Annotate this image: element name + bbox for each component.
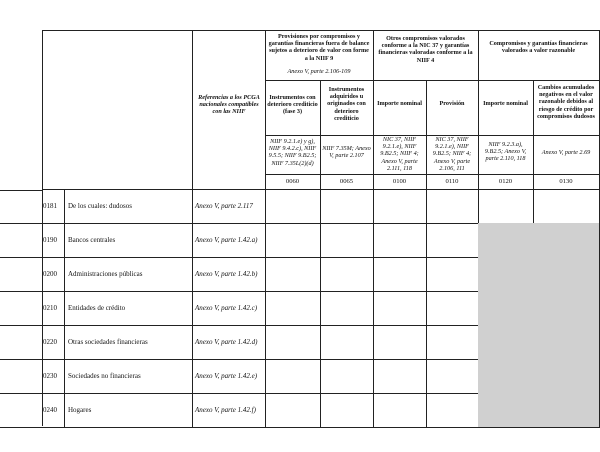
col-ref-text: Anexo V, parte 2.69	[541, 149, 591, 156]
col-code-0100	[373, 174, 427, 190]
data-cell[interactable]	[373, 189, 427, 224]
group-header-impairment	[265, 30, 374, 81]
data-cell[interactable]	[265, 257, 321, 292]
col-ref-0065	[320, 135, 374, 175]
shaded-cell	[533, 257, 600, 292]
row-ref: Anexo V, parte 1.42.f)	[195, 406, 256, 414]
col-label-0060	[265, 80, 321, 136]
row-code-cell	[0, 325, 65, 360]
row-ref: Anexo V, parte 1.42.a)	[195, 236, 258, 244]
col-label-text: Importe nominal	[377, 100, 422, 107]
data-cell[interactable]	[373, 257, 427, 292]
row-label-cell	[64, 223, 193, 258]
data-cell[interactable]	[320, 223, 374, 258]
data-cell[interactable]	[320, 359, 374, 394]
data-cell[interactable]	[533, 189, 600, 224]
row-label: Sociedades no financieras	[68, 372, 141, 380]
row-label-cell	[64, 189, 193, 224]
row-code-cell	[0, 189, 65, 224]
data-cell[interactable]	[426, 291, 479, 326]
row-code: 0210	[43, 304, 57, 312]
row-ref-cell	[192, 223, 266, 258]
col-label-0110	[426, 80, 479, 136]
data-cell[interactable]	[265, 223, 321, 258]
row-ref-cell	[192, 359, 266, 394]
col-code-text: 0130	[559, 178, 573, 185]
col-label-0100	[373, 80, 427, 136]
col-label-0130	[533, 80, 600, 136]
row-ref: Anexo V, parte 1.42.d)	[195, 338, 258, 346]
shaded-cell	[478, 223, 534, 258]
col-code-0110	[426, 174, 479, 190]
col-code-0060	[265, 174, 321, 190]
col-code-0130	[533, 174, 600, 190]
col-label-text: Instrumentos con deterioro crediticio (fase 3)	[267, 94, 318, 116]
data-cell[interactable]	[426, 393, 479, 428]
row-ref-cell	[192, 291, 266, 326]
col-ref-text: NIC 37, NIIF 9.2.1.e), NIIF 9.B2.5; NIIF 4; Anexo V, parte 2.106, 111	[432, 136, 472, 172]
group-header-fair-value	[478, 30, 600, 81]
row-code: 0220	[43, 338, 57, 346]
shaded-cell	[478, 291, 534, 326]
shaded-cell	[478, 257, 534, 292]
row-label-cell	[64, 325, 193, 360]
group3-title: Compromisos y garantías financieras valorados a valor razonable	[489, 40, 588, 55]
col-label-text: Provisión	[439, 100, 465, 107]
data-cell[interactable]	[265, 325, 321, 360]
row-code: 0200	[43, 270, 57, 278]
row-code: 0240	[43, 406, 57, 414]
data-cell[interactable]	[320, 393, 374, 428]
row-label-cell	[64, 291, 193, 326]
col-ref-text: NIIF 9.2.1.e) y g), NIIF 9.4.2.c), NIIF 9.5.5; NIIF 9.B2.5; NIIF 7.35L(2)(d)	[268, 138, 317, 167]
row-code: 0181	[43, 202, 57, 210]
refs-heading: Referencias a los PCGA nacionales compatibles con las NIIF	[198, 94, 260, 116]
data-cell[interactable]	[320, 257, 374, 292]
row-label-cell	[64, 359, 193, 394]
row-code-cell	[0, 223, 65, 258]
data-cell[interactable]	[265, 189, 321, 224]
data-cell[interactable]	[426, 257, 479, 292]
data-cell[interactable]	[426, 189, 479, 224]
col-code-text: 0120	[498, 178, 513, 185]
shaded-cell	[533, 325, 600, 360]
row-ref-cell	[192, 325, 266, 360]
col-ref-0120	[478, 135, 534, 175]
row-ref: Anexo V, parte 1.42.e)	[195, 372, 258, 380]
col-ref-0130	[533, 135, 600, 175]
col-code-0120	[478, 174, 534, 190]
shaded-cell	[478, 359, 534, 394]
col-code-text: 0065	[339, 178, 354, 185]
col-label-0065	[320, 80, 374, 136]
shaded-cell	[533, 393, 600, 428]
col-label-0120	[478, 80, 534, 136]
row-code-cell	[0, 291, 65, 326]
col-label-text: Instrumentos adquiridos u originados con deterioro crediticio	[327, 86, 366, 122]
col-ref-0110	[426, 135, 479, 175]
row-label: Hogares	[68, 406, 92, 414]
col-ref-0100	[373, 135, 427, 175]
col-ref-text: NIC 37, NIIF 9.2.1.e), NIIF 9.B2.5; NIIF 4; Anexo V, parte 2.111, 118	[380, 136, 419, 172]
row-label: Bancos centrales	[68, 236, 116, 244]
row-ref-cell	[192, 393, 266, 428]
col-code-text: 0110	[445, 178, 459, 185]
data-cell[interactable]	[426, 359, 479, 394]
data-cell[interactable]	[320, 325, 374, 360]
data-cell[interactable]	[265, 393, 321, 428]
shaded-cell	[478, 393, 534, 428]
row-label: Otras sociedades financieras	[68, 338, 148, 346]
row-code-cell	[0, 257, 65, 292]
row-code: 0190	[43, 236, 57, 244]
group1-ref: Anexo V, parte 2.106-109	[287, 68, 351, 75]
group2-title: Otros compromisos valorados conforme a la NIC 37 y garantías financieras valoradas conforme a la NIIF 4	[378, 35, 473, 64]
row-label: Entidades de crédito	[68, 304, 126, 312]
data-cell[interactable]	[265, 291, 321, 326]
row-ref-cell	[192, 257, 266, 292]
data-cell[interactable]	[373, 325, 427, 360]
header-corner	[42, 30, 193, 190]
row-code-cell	[0, 359, 65, 394]
shaded-cell	[533, 291, 600, 326]
row-label: De los cuales: dudosos	[68, 202, 132, 210]
data-cell[interactable]	[478, 189, 534, 224]
shaded-cell	[533, 359, 600, 394]
data-cell[interactable]	[320, 189, 374, 224]
group-header-nic37	[373, 30, 479, 81]
shaded-cell	[533, 223, 600, 258]
data-cell[interactable]	[373, 393, 427, 428]
col-code-text: 0100	[392, 178, 407, 185]
col-ref-text: NIIF 7.35M; Anexo V, parte 2.107	[322, 145, 371, 160]
group1-title: Provisiones por compromisos y garantías financieras fuera de balance sujetos a deterioro de valor con forme a la NIIF 9	[268, 33, 370, 62]
col-label-text: Cambios acumulados negativos en el valor razonable debidos al riesgo de crédito por compromisos dudosos	[537, 84, 595, 120]
shaded-cell	[478, 325, 534, 360]
col-ref-0060	[265, 135, 321, 175]
row-ref: Anexo V, parte 2.117	[195, 202, 253, 210]
data-cell[interactable]	[373, 291, 427, 326]
row-code-cell	[0, 393, 65, 428]
data-cell[interactable]	[426, 223, 479, 258]
col-ref-text: NIIF 9.2.3.a), 9.B2.5; Anexo V, parte 2.110, 118	[484, 141, 527, 163]
row-label-cell	[64, 393, 193, 428]
row-label: Administraciones públicas	[68, 270, 143, 278]
data-cell[interactable]	[265, 359, 321, 394]
data-cell[interactable]	[373, 359, 427, 394]
row-ref: Anexo V, parte 1.42.c)	[195, 304, 258, 312]
data-cell[interactable]	[320, 291, 374, 326]
row-label-cell	[64, 257, 193, 292]
refs-column-header	[192, 30, 266, 190]
row-ref-cell	[192, 189, 266, 224]
data-cell[interactable]	[373, 223, 427, 258]
row-ref: Anexo V, parte 1.42.b)	[195, 270, 258, 278]
col-code-0065	[320, 174, 374, 190]
data-cell[interactable]	[426, 325, 479, 360]
col-label-text: Importe nominal	[483, 100, 528, 107]
row-code: 0230	[43, 372, 57, 380]
col-code-text: 0060	[285, 178, 300, 185]
